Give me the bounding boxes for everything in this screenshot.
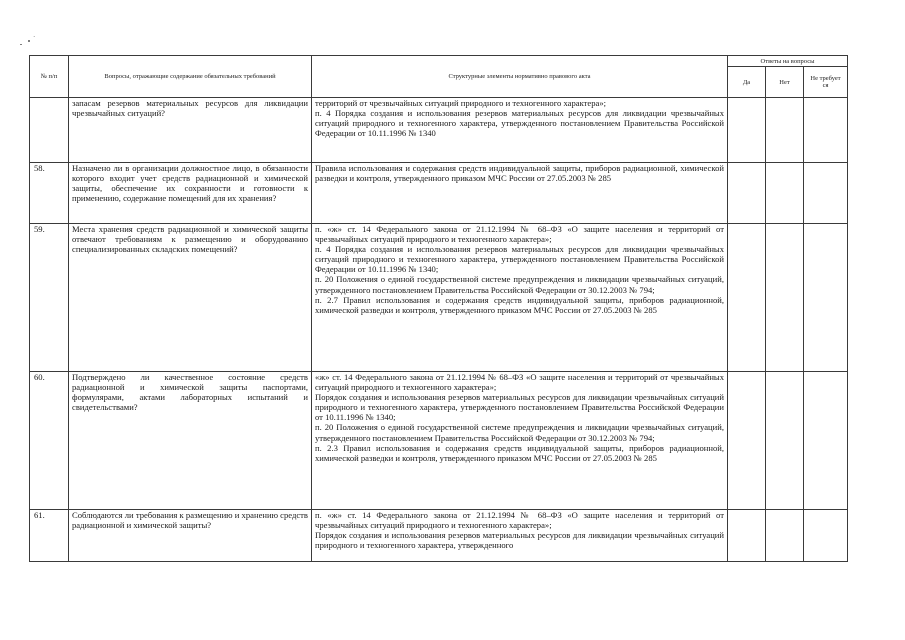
structure-cell: п. «ж» ст. 14 Федерального закона от 21.12.1994 № 68–ФЗ «О защите населения и территорий от чрезвычайных ситуаций природного и техногенного характера»; Порядок создания и использования резервов материальных ресурсов для ликвидации чрезвычайных ситуаций природного и техногенного характера, утвержденного	[312, 510, 728, 562]
answer-yes-cell[interactable]	[728, 372, 766, 510]
question-cell: Назначено ли в организации должностное лицо, в обязанности которого входит учет средств радиационной и химической защиты, обеспечение их сохранности и готовности к применению, содержание помещений для их хранения?	[69, 163, 312, 224]
table-row	[30, 163, 848, 224]
scan-speck	[20, 44, 22, 45]
row-number: 59.	[30, 224, 69, 372]
answer-no-cell[interactable]	[766, 224, 804, 372]
table-row	[30, 510, 848, 562]
header-answer-no: Нет	[766, 67, 804, 98]
table-row	[30, 372, 848, 510]
header-answer-not-required: Не требует ся	[804, 67, 848, 98]
answer-not-required-cell[interactable]	[804, 224, 848, 372]
answer-no-cell[interactable]	[766, 98, 804, 163]
answer-no-cell[interactable]	[766, 163, 804, 224]
answer-not-required-cell[interactable]	[804, 510, 848, 562]
answer-yes-cell[interactable]	[728, 510, 766, 562]
answer-not-required-cell[interactable]	[804, 372, 848, 510]
row-number: 60.	[30, 372, 69, 510]
answer-no-cell[interactable]	[766, 510, 804, 562]
answer-yes-cell[interactable]	[728, 98, 766, 163]
table-row	[30, 224, 848, 372]
question-cell: запасам резервов материальных ресурсов для ликвидации чрезвычайных ситуаций?	[69, 98, 312, 163]
table-row	[30, 98, 848, 163]
answer-not-required-cell[interactable]	[804, 163, 848, 224]
question-cell: Соблюдаются ли требования к размещению и хранению средств радиационной и химической защиты?	[69, 510, 312, 562]
row-number: 61.	[30, 510, 69, 562]
question-cell: Подтверждено ли качественное состояние средств радиационной и химической защиты паспортами, формулярами, актами лабораторных испытаний и свидетельствами?	[69, 372, 312, 510]
structure-cell: «ж» ст. 14 Федерального закона от 21.12.1994 № 68–ФЗ «О защите населения и территорий от чрезвычайных ситуаций природного и техногенного характера»; Порядок создания и использования резервов материальных ресурсов для ликвидации чрезвычайных ситуаций природного и техногенного характера, утвержденного постановлением Правительства Российской Федерации от 10.11.1996 № 1340; п. 20 Положения о единой государственной системе предупреждения и ликвидации чрезвычайных ситуаций, утвержденного постановлением Правительства Российской Федерации от 30.12.2003 № 794; п. 2.3 Правил использования и содержания средств индивидуальной защиты, приборов радиационной, химической разведки и контроля, утвержденного приказом МЧС России от 27.05.2003 № 285	[312, 372, 728, 510]
header-answer-yes: Да	[728, 67, 766, 98]
scan-speck	[28, 40, 30, 42]
header-answers: Ответы на вопросы	[728, 56, 848, 67]
requirements-table	[29, 55, 848, 562]
structure-cell: территорий от чрезвычайных ситуаций природного и техногенного характера»; п. 4 Порядка создания и использования резервов материальных ресурсов для ликвидации чрезвычайных ситуаций природного и техногенного характера, утвержденного постановлением Правительства Российской Федерации от 10.11.1996 № 1340	[312, 98, 728, 163]
row-number: 58.	[30, 163, 69, 224]
structure-cell: Правила использования и содержания средств индивидуальной защиты, приборов радиационной, химической разведки и контроля, утвержденного приказом МЧС России от 27.05.2003 № 285	[312, 163, 728, 224]
answer-no-cell[interactable]	[766, 372, 804, 510]
header-question: Вопросы, отражающие содержание обязательных требований	[69, 56, 312, 98]
structure-cell: п. «ж» ст. 14 Федерального закона от 21.12.1994 № 68–ФЗ «О защите населения и территорий от чрезвычайных ситуаций природного и техногенного характера»; п. 4 Порядка создания и использования резервов материальных ресурсов для ликвидации чрезвычайных ситуаций природного и техногенного характера, утвержденного постановлением Правительства Российской Федерации от 10.11.1996 № 1340; п. 20 Положения о единой государственной системе предупреждения и ликвидации чрезвычайных ситуаций, утвержденного постановлением Правительства Российской Федерации от 30.12.2003 № 794; п. 2.7 Правил использования и содержания средств индивидуальной защиты, приборов радиационной, химической разведки и контроля, утвержденного приказом МЧС России от 27.05.2003 № 285	[312, 224, 728, 372]
header-structure: Структурные элементы нормативно правового акта	[312, 56, 728, 98]
header-number: № п/п	[30, 56, 69, 98]
row-number	[30, 98, 69, 163]
scan-mark: ·	[33, 33, 36, 41]
question-cell: Места хранения средств радиационной и химической защиты отвечают требованиям к размещению и оборудованию специализированных складских помещений?	[69, 224, 312, 372]
answer-yes-cell[interactable]	[728, 224, 766, 372]
answer-yes-cell[interactable]	[728, 163, 766, 224]
answer-not-required-cell[interactable]	[804, 98, 848, 163]
